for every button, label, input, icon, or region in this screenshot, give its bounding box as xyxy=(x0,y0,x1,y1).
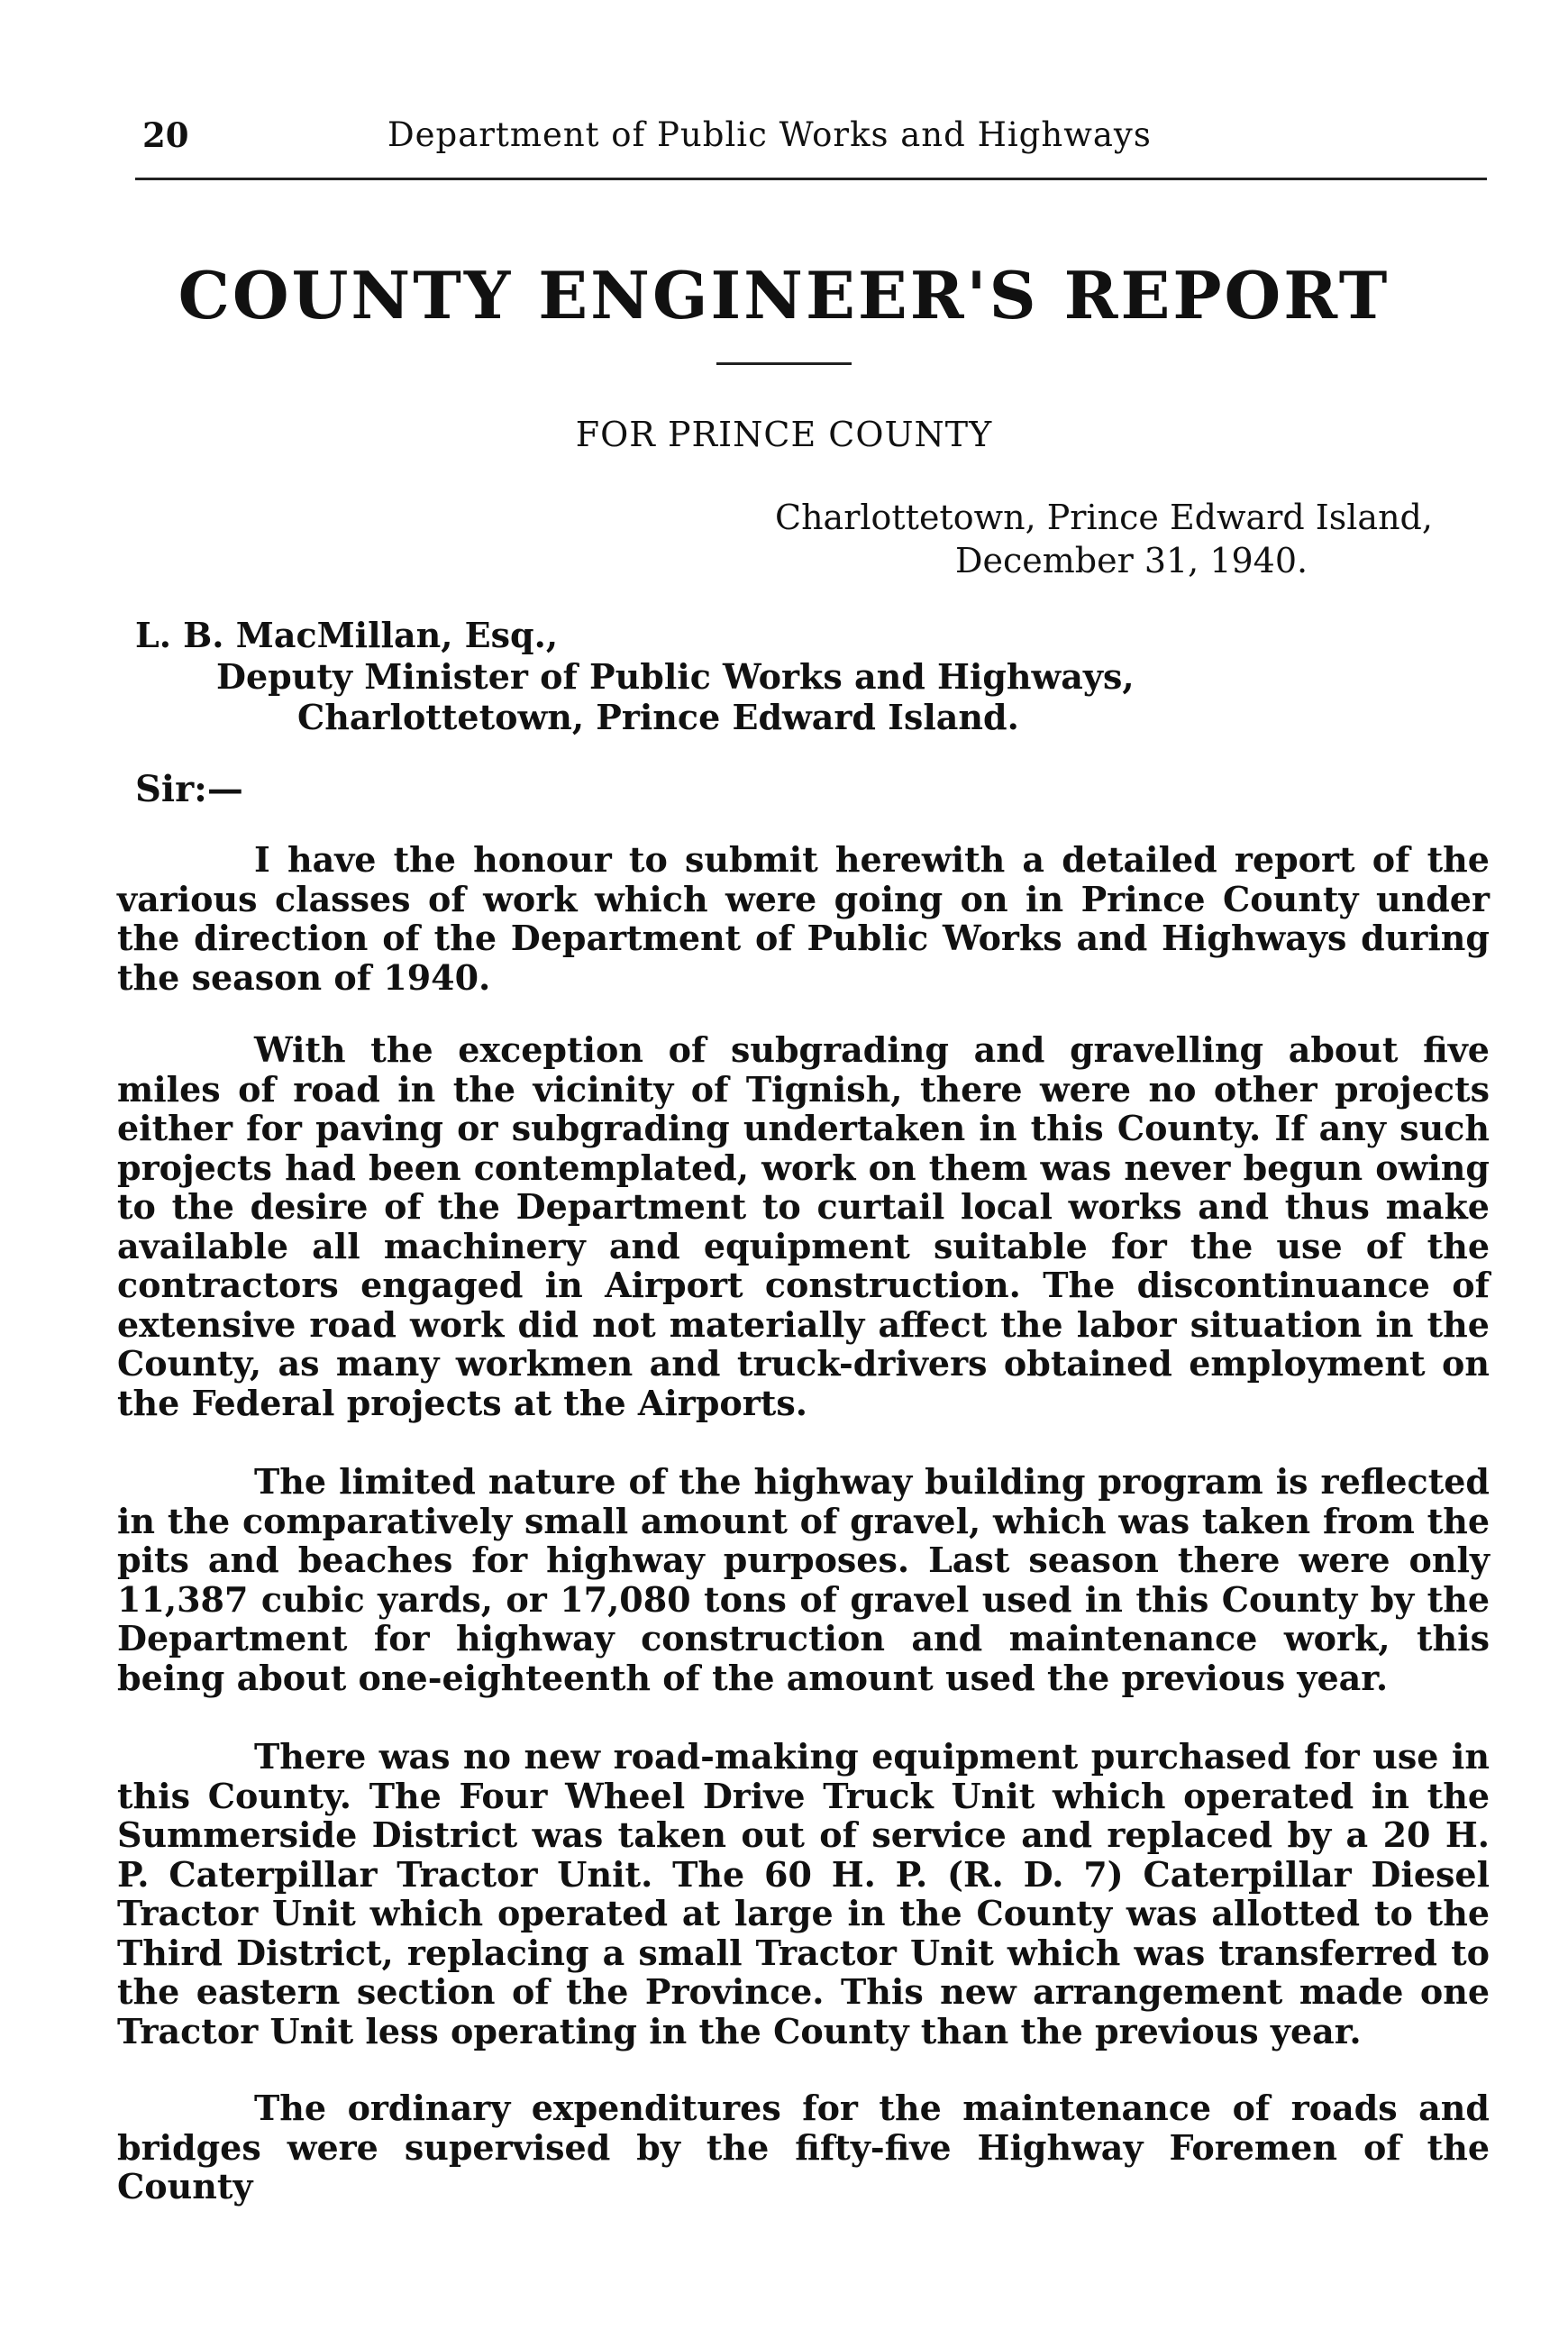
paragraph-expenditures: The ordinary expenditures for the maintenance of roads and bridges were supervised by the fifty-five Highway Foremen of the County xyxy=(117,2088,1490,2207)
addressee-title: Deputy Minister of Public Works and Highways, xyxy=(216,656,1135,697)
paragraph-gravel: The limited nature of the highway building program is reflected in the comparatively small amount of gravel, which was taken from the pits and beaches for highway purposes. Last season there were only 11,387 cubic yards, or 17,080 tons of gravel used in this County by the Department for highway construction and maintenance work, this being about one-eighteenth of the amount used the previous year. xyxy=(117,1461,1490,1698)
title-rule xyxy=(716,362,852,365)
dateline-place: Charlottetown, Prince Edward Island, xyxy=(775,498,1433,537)
running-header xyxy=(135,115,1487,169)
running-title: Department of Public Works and Highways xyxy=(387,115,1152,154)
dateline-date: December 31, 1940. xyxy=(955,541,1308,580)
paragraph-intro: I have the honour to submit herewith a detailed report of the various classes of work which were going on in Prince County under the direction of the Department of Public Works and Highways during the season of 1940. xyxy=(117,839,1490,998)
header-rule xyxy=(135,178,1487,180)
salutation: Sir:— xyxy=(135,768,243,810)
paragraph-equipment: There was no new road-making equipment purchased for use in this County. The Four Wheel Drive Truck Unit which operated in the Summerside District was taken out of service and replaced by a 20 H. P. Caterpillar Tractor Unit. The 60 H. P. (R. D. 7) Caterpillar Diesel Tractor Unit which operated at large in the County was allotted to the Third District, replacing a small Tractor Unit which was transferred to the eastern section of the Province. This new arrangement made one Tractor Unit less operating in the County than the previous year. xyxy=(117,1736,1490,2051)
addressee-place: Charlottetown, Prince Edward Island. xyxy=(297,697,1019,737)
report-title: COUNTY ENGINEER'S REPORT xyxy=(178,257,1390,334)
addressee-name: L. B. MacMillan, Esq., xyxy=(135,615,559,655)
report-subtitle: FOR PRINCE COUNTY xyxy=(575,415,993,454)
paragraph-projects: With the exception of subgrading and gravelling about five miles of road in the vicinity of Tignish, there were no other projects either for paving or subgrading undertaken in this County. If any such projects had been contemplated, work on them was never begun owing to the desire of the Department to curtail local works and thus make available all machinery and equipment suitable for the use of the contractors engaged in Airport construction. The discontinuance of extensive road work did not materially affect the labor situation in the County, as many workmen and truck-drivers obtained employment on the Federal projects at the Airports. xyxy=(117,1029,1490,1423)
page-number: 20 xyxy=(142,115,189,155)
